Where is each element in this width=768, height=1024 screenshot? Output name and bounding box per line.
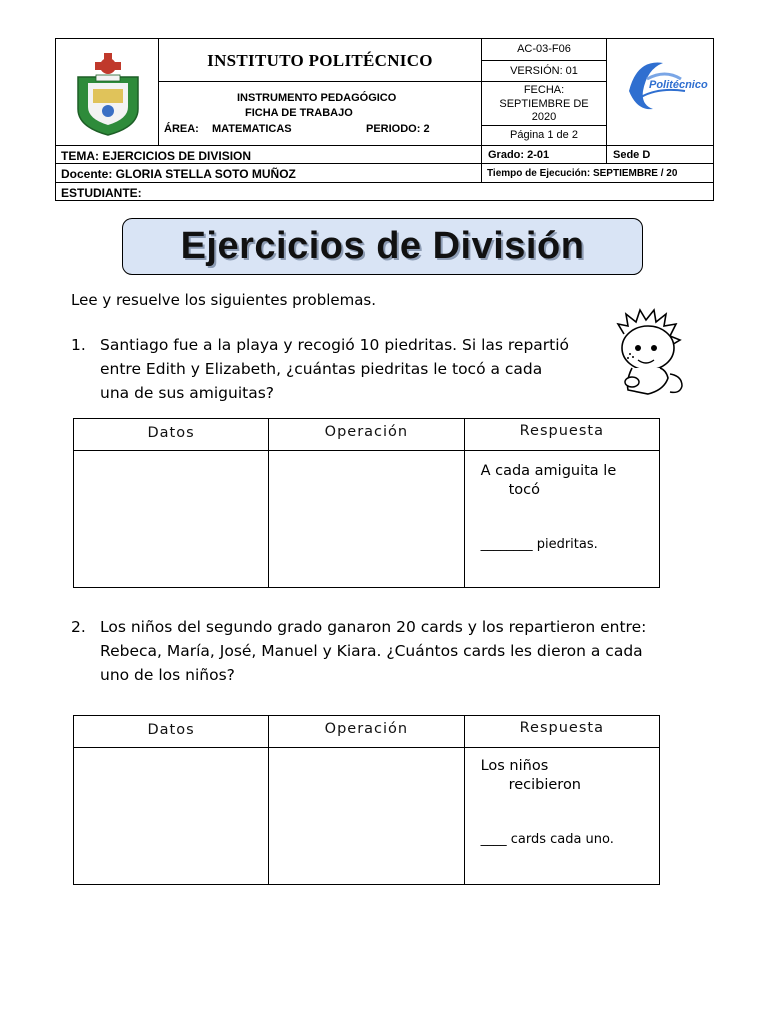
site-cell	[606, 145, 714, 164]
area-value: MATEMATICAS	[212, 123, 292, 135]
problem-2-text	[100, 615, 700, 687]
institution-name: INSTITUTO POLITÉCNICO	[207, 51, 433, 70]
problem-2-number: 2.	[71, 618, 86, 636]
cartoon-boy-icon	[608, 304, 690, 400]
politecnico-logo-icon	[607, 39, 715, 147]
problem-1-line-2: entre Edith y Elizabeth, ¿cuántas piedritas le tocó a cada	[100, 360, 543, 378]
table-1-header-datos: Datos	[74, 419, 269, 451]
table-2-header-respuesta: Respuesta	[464, 716, 659, 748]
table-1-datos-cell[interactable]	[74, 451, 269, 588]
grade-text: Grado: 2-01	[488, 149, 550, 161]
table-1-answer-line-1: A cada amiguita le	[480, 463, 617, 479]
problem-2-line-1: Los niños del segundo grado ganaron 20 cards y los repartieron entre:	[100, 618, 647, 636]
teacher-cell	[55, 163, 482, 183]
document-header	[55, 38, 714, 201]
date-cell	[481, 81, 607, 126]
table-2-answer-line-2: recibieron	[508, 777, 582, 793]
table-2-header-datos: Datos	[74, 716, 269, 748]
problem-2-line-2: Rebeca, María, José, Manuel y Kiara. ¿Cuántos cards les dieron a cada	[100, 642, 643, 660]
instrument-label: INSTRUMENTO PEDAGÓGICO	[237, 92, 397, 104]
site-text: Sede D	[613, 149, 651, 161]
table-2-answer-line-1: Los niños	[480, 758, 549, 774]
school-logo-cell	[55, 38, 159, 146]
problem-1-line-3: una de sus amiguitas?	[100, 384, 275, 402]
date-value-1: SEPTIEMBRE DE	[499, 98, 589, 110]
problem-1-text	[100, 333, 600, 405]
date-label: FECHA:	[523, 84, 565, 96]
problem-2-line-3: uno de los niños?	[100, 666, 235, 684]
table-1-answer-blank[interactable]: ________ piedritas.	[480, 537, 598, 552]
table-1-respuesta-cell[interactable]	[464, 451, 659, 588]
table-1-header-operacion: Operación	[269, 419, 464, 451]
table-2-operacion-cell[interactable]	[269, 748, 464, 885]
politecnico-logo-text: Politécnico	[649, 79, 708, 91]
title-banner	[122, 218, 643, 275]
code-cell	[481, 38, 607, 61]
date-value-2: 2020	[531, 111, 557, 123]
document-code: AC-03-F06	[517, 43, 571, 55]
table-2-header-operacion: Operación	[269, 716, 464, 748]
theme-cell	[55, 145, 482, 164]
area-label: ÁREA:	[164, 123, 199, 135]
table-1-header-respuesta: Respuesta	[464, 419, 659, 451]
answer-table-2	[73, 715, 660, 885]
document-version: VERSIÓN: 01	[510, 65, 578, 77]
page-number: Página 1 de 2	[510, 129, 578, 141]
sheet-label: FICHA DE TRABAJO	[245, 107, 353, 119]
time-text: Tiempo de Ejecución: SEPTIEMBRE / 20	[487, 168, 678, 179]
grade-cell	[481, 145, 607, 164]
table-1-operacion-cell[interactable]	[269, 451, 464, 588]
instruction-text: Lee y resuelve los siguientes problemas.	[71, 291, 376, 309]
page-cell	[481, 125, 607, 146]
problem-1-line-1: Santiago fue a la playa y recogió 10 piedritas. Si las repartió	[100, 336, 570, 354]
student-label: ESTUDIANTE:	[61, 186, 142, 200]
institution-cell	[158, 38, 482, 82]
answer-table-1	[73, 418, 660, 588]
table-2-answer-blank[interactable]: ____ cards cada uno.	[480, 832, 614, 847]
instrument-cell	[158, 81, 482, 146]
page-title: Ejercicios de División	[180, 225, 585, 267]
school-crest-icon	[56, 39, 160, 147]
theme-text: TEMA: EJERCICIOS DE DIVISION	[61, 149, 252, 163]
table-2-datos-cell[interactable]	[74, 748, 269, 885]
version-cell	[481, 60, 607, 82]
politecnico-logo-cell	[606, 38, 714, 146]
table-2-respuesta-cell[interactable]	[464, 748, 659, 885]
problem-1-number: 1.	[71, 336, 86, 354]
table-1-answer-line-2: tocó	[508, 482, 540, 498]
period-label: PERIODO: 2	[366, 123, 430, 135]
student-cell	[55, 182, 714, 201]
time-cell	[481, 163, 714, 183]
teacher-text: Docente: GLORIA STELLA SOTO MUÑOZ	[61, 167, 296, 181]
